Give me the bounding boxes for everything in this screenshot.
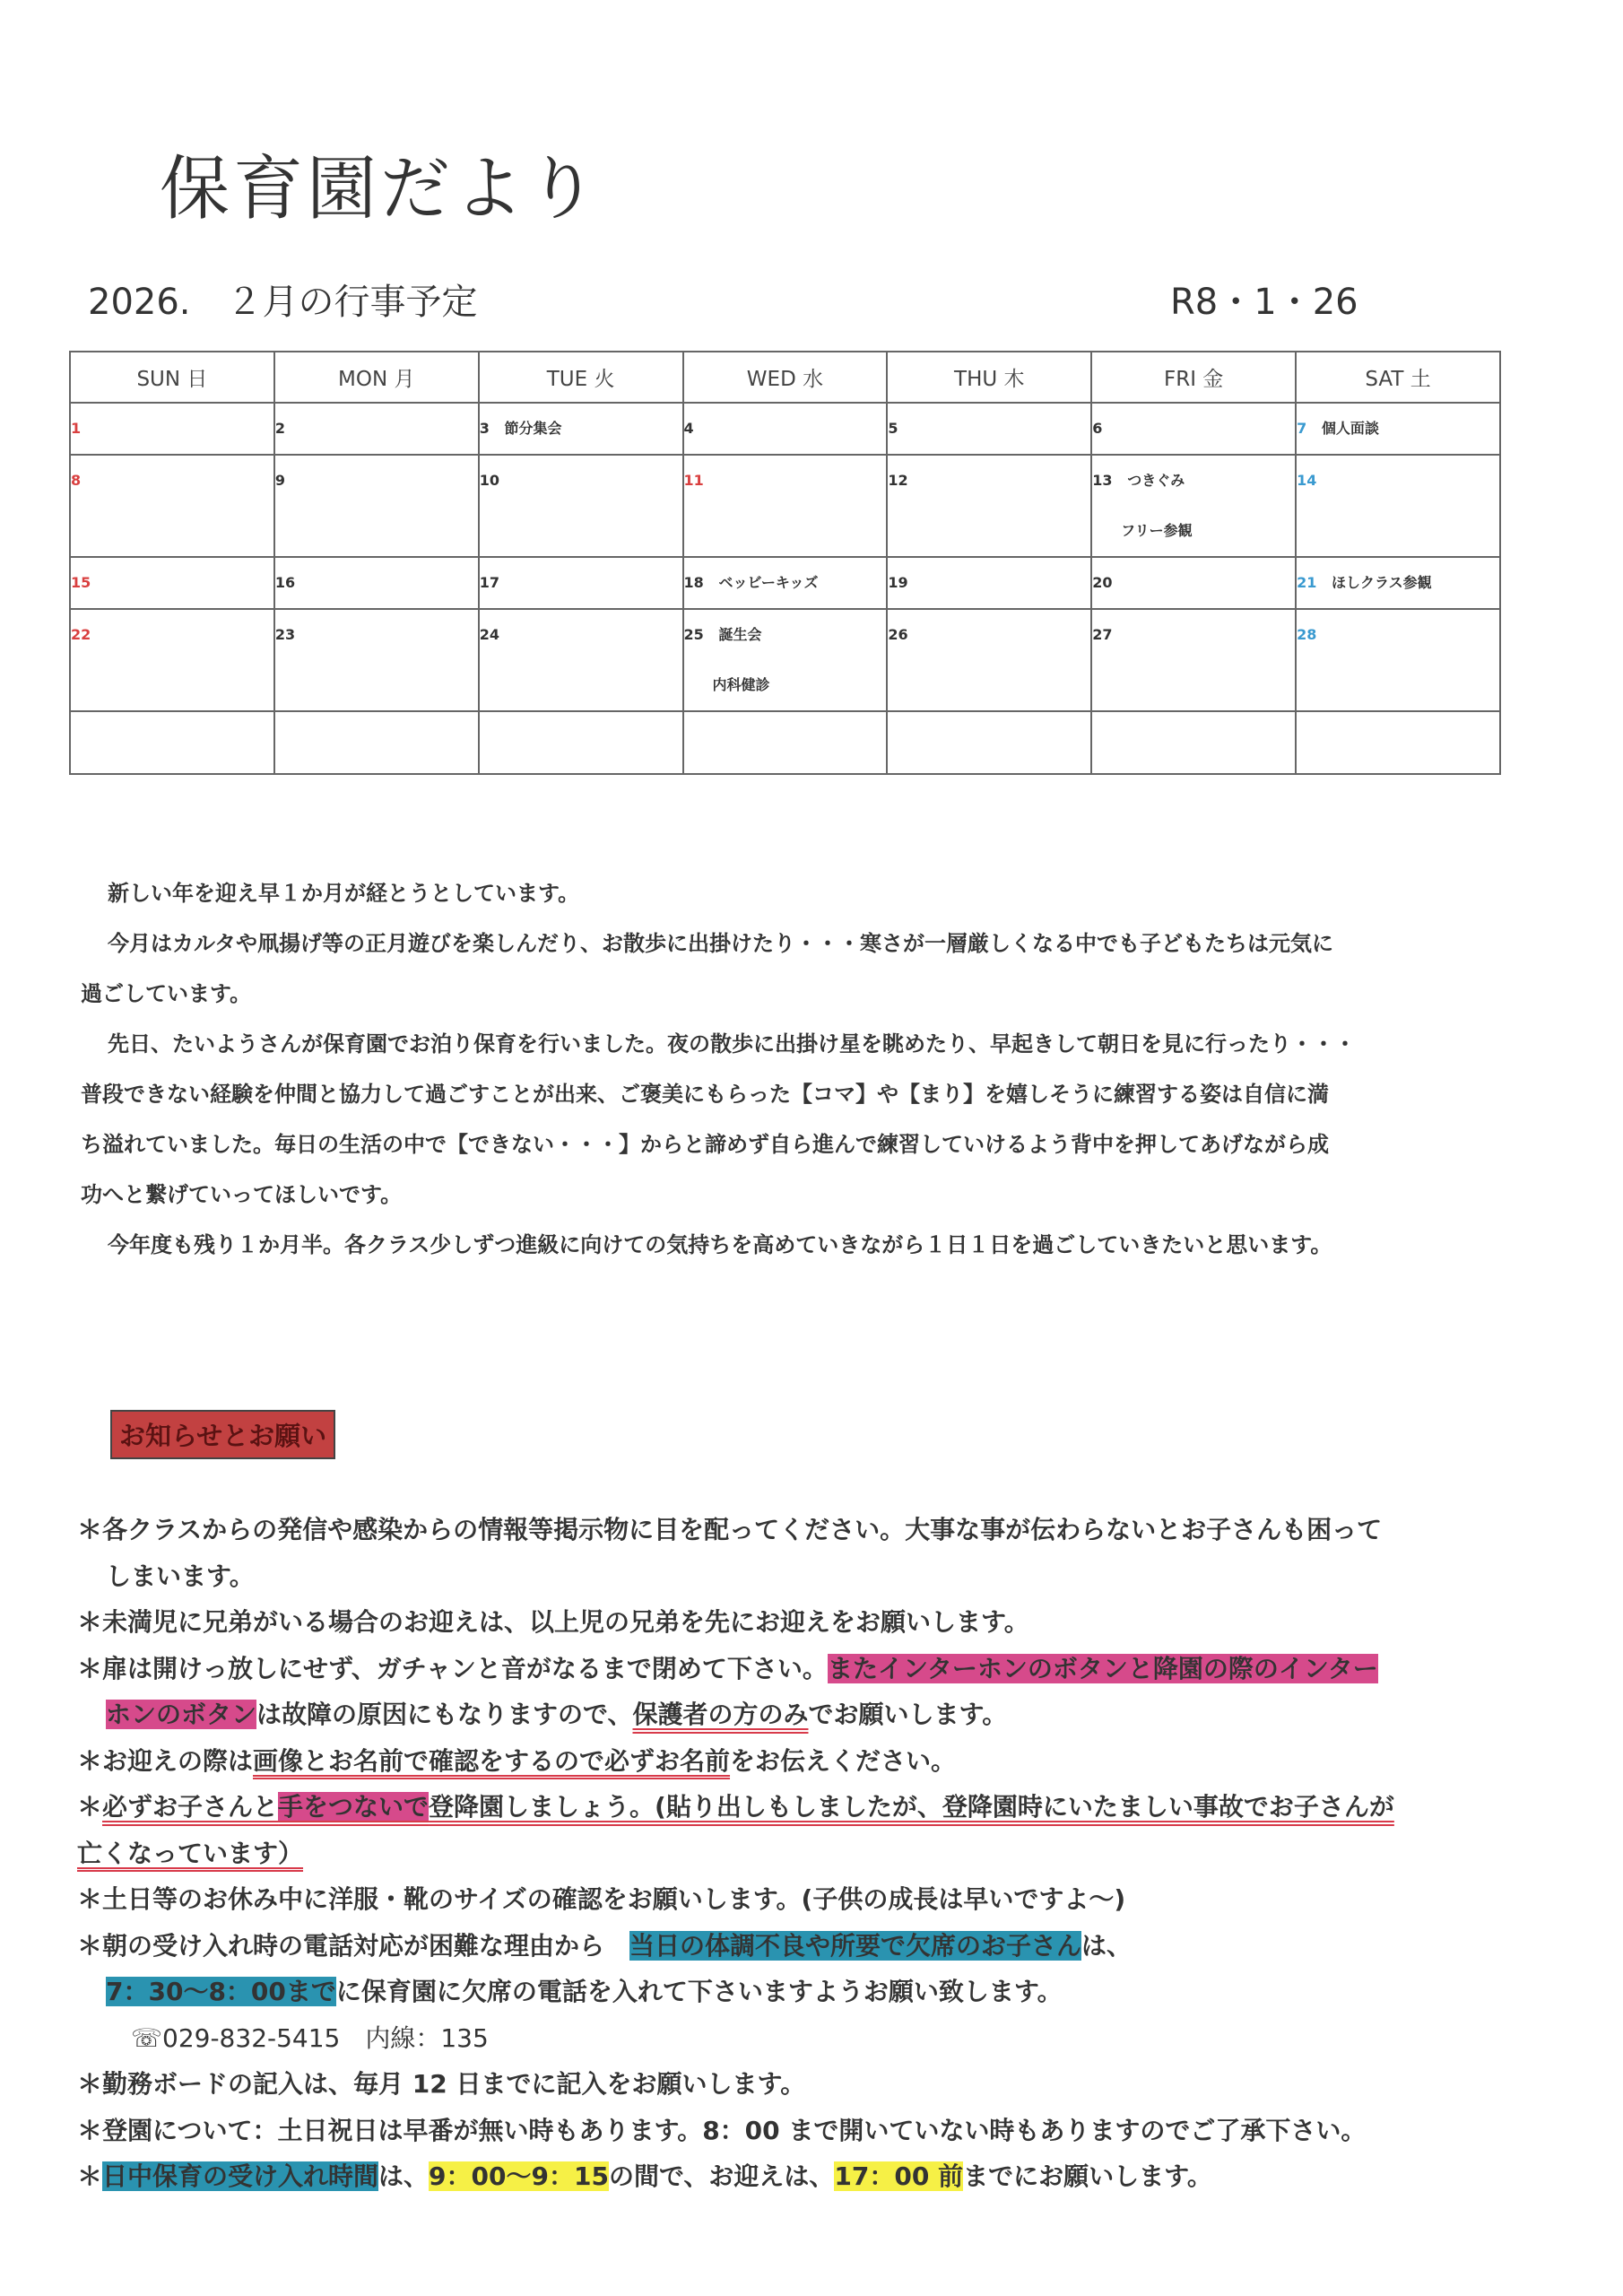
event-calendar [69, 351, 1501, 775]
notice-list [77, 1507, 1530, 2200]
day-number: 21 [1297, 574, 1317, 591]
day-header-mon: MON 月 [274, 352, 479, 403]
day-number: 20 [1092, 574, 1113, 591]
notice-item: ＊登園について：土日祝日は早番が無い時もあります。8：00 まで開いていない時もありますのでご了承下さい。 [77, 2115, 1367, 2145]
day-event: ほしクラス参観 [1332, 574, 1432, 591]
day-event: ベッビーキッズ [718, 574, 819, 591]
day-line [888, 404, 1090, 454]
day-header-sat: SAT 土 [1296, 352, 1500, 403]
notice-item: ＊扉は開けっ放しにせず、ガチャンと音がなるまで閉めて下さい。またインターホンのボタンと降園の際のインター [77, 1653, 1378, 1683]
day-line [888, 456, 1090, 506]
calendar-empty-cell [70, 711, 274, 774]
day-line [480, 558, 682, 608]
day-event-secondary: フリー参観 [1121, 522, 1193, 539]
day-event: 個人面談 [1321, 420, 1379, 437]
underline-text: 登降園しましょう。(貼り出しもしましたが、登降園時にいたましい事故でお子さんが [429, 1792, 1394, 1822]
message-line: 過ごしています。 [81, 981, 252, 1006]
day-line [480, 456, 682, 506]
notice-item: ＊未満児に兄弟がいる場合のお迎えは、以上児の兄弟を先にお迎えをお願いします。 [77, 1607, 1029, 1637]
day-number: 10 [479, 472, 499, 489]
day-number: 28 [1297, 626, 1317, 643]
day-number: 26 [888, 626, 908, 643]
calendar-day-cell [1091, 455, 1296, 557]
notice-item: ＊必ずお子さんと手をつないで登降園しましょう。(貼り出しもしましたが、登降園時にいたましい事故でお子さんが [77, 1792, 1394, 1822]
day-number: 15 [71, 574, 91, 591]
notice-item: ＊お迎えの際は画像とお名前で確認をするので必ずお名前をお伝えください。 [77, 1745, 957, 1776]
day-line [71, 558, 273, 608]
highlight-teal: 当日の体調不良や所要で欠席のお子さん [629, 1930, 1082, 1961]
calendar-day-cell [887, 557, 1091, 609]
highlight-yellow: 17：00 前 [834, 2161, 964, 2191]
calendar-day-cell [1091, 609, 1296, 711]
day-line [275, 456, 478, 506]
highlight-pink: 手をつないで [278, 1792, 430, 1822]
calendar-day-cell [887, 455, 1091, 557]
calendar-day-cell [70, 455, 274, 557]
calendar-empty-cell [683, 711, 888, 774]
calendar-day-cell [683, 609, 888, 711]
day-number: 14 [1297, 472, 1317, 489]
day-line [480, 404, 682, 454]
calendar-day-cell [70, 403, 274, 455]
day-number: 13 [1092, 472, 1113, 489]
calendar-day-cell [1296, 557, 1500, 609]
calendar-day-cell [1296, 403, 1500, 455]
day-line [71, 456, 273, 506]
day-number: 1 [71, 420, 82, 437]
day-number: 16 [274, 574, 296, 591]
day-number: 6 [1092, 420, 1103, 437]
calendar-day-cell [274, 557, 479, 609]
calendar-day-cell [479, 557, 683, 609]
day-event-secondary: 内科健診 [712, 676, 770, 693]
notice-item: ＊各クラスからの発信や感染からの情報等掲示物に目を配ってください。大事な事が伝わらないとお子さんも困って [77, 1515, 1383, 1544]
notice-item-cont: ホンのボタンは故障の原因にもなりますので、保護者の方のみでお願いします。 [106, 1700, 1008, 1729]
highlight-teal: 日中保育の受け入れ時間 [102, 2161, 379, 2191]
highlight-teal: 7：30～8：00まで [106, 1977, 336, 2006]
day-header-sun: SUN 日 [70, 352, 274, 403]
day-number: 4 [683, 420, 694, 437]
calendar-empty-cell [274, 711, 479, 774]
calendar-empty-cell [479, 711, 683, 774]
message-line: 新しい年を迎え早１か月が経とうとしています。 [108, 881, 580, 906]
calendar-day-cell [1091, 557, 1296, 609]
day-line [1092, 610, 1295, 660]
underline-text: 亡くなっています） [77, 1838, 304, 1868]
day-line [275, 610, 478, 660]
notice-heading: お知らせとお願い [110, 1410, 335, 1459]
underline-text: 必ずお子さんと [102, 1792, 279, 1822]
calendar-day-cell [70, 557, 274, 609]
message-line: 功へと繋げていってほしいです。 [81, 1182, 403, 1207]
calendar-day-cell [1091, 403, 1296, 455]
calendar-day-cell [1296, 609, 1500, 711]
day-line [1092, 558, 1295, 608]
day-number: 24 [479, 626, 499, 643]
calendar-header-row [70, 352, 1500, 403]
highlight-yellow: 9：00～9：15 [429, 2161, 609, 2191]
day-line [71, 404, 273, 454]
message-line: 今月はカルタや凧揚げ等の正月遊びを楽しんだり、お散歩に出掛けたり・・・寒さが一層厳しくなる中でも子どもたちは元気に [108, 931, 1334, 956]
day-number: 12 [888, 472, 908, 489]
calendar-week-row [70, 557, 1500, 609]
notice-item: ＊土日等のお休み中に洋服・靴のサイズの確認をお願いします。(子供の成長は早いですよ～) [77, 1884, 1126, 1914]
day-event: 誕生会 [718, 626, 762, 643]
message-line: 普段できない経験を仲間と協力して過ごすことが出来、ご褒美にもらった【コマ】や【まり】を嬉しそうに練習する姿は自信に満 [81, 1082, 1329, 1107]
notice-item: ＊勤務ボードの記入は、毎月 12 日までに記入をお願いします。 [77, 2069, 806, 2099]
calendar-day-cell [683, 403, 888, 455]
calendar-week-row-empty [70, 711, 1500, 774]
calendar-day-cell [479, 403, 683, 455]
day-number: 7 [1297, 420, 1307, 437]
day-number: 22 [71, 626, 91, 643]
day-line [1297, 610, 1499, 660]
calendar-week-row [70, 609, 1500, 711]
day-header-fri: FRI 金 [1091, 352, 1296, 403]
message-line: 先日、たいようさんが保育園でお泊り保育を行いました。夜の散歩に出掛け星を眺めたり、早起きして朝日を見に行ったり・・・ [108, 1031, 1356, 1057]
day-line [888, 610, 1090, 660]
day-line [1297, 404, 1499, 454]
day-line [684, 456, 887, 506]
day-line [480, 610, 682, 660]
highlight-pink: またインターホンのボタンと降園の際のインター [827, 1653, 1378, 1683]
day-line [1297, 558, 1499, 608]
notice-item: ＊朝の受け入れ時の電話対応が困難な理由から 当日の体調不良や所要で欠席のお子さんは、 [77, 1930, 1133, 1961]
calendar-week-row [70, 403, 1500, 455]
notice-item-cont: しまいます。 [106, 1561, 255, 1591]
notice-item-cont [77, 1831, 1530, 1877]
day-line [888, 558, 1090, 608]
highlight-pink: ホンのボタン [106, 1700, 257, 1729]
day-line [684, 404, 887, 454]
calendar-day-cell [70, 609, 274, 711]
monthly-message [81, 868, 1533, 1270]
calendar-day-cell [887, 609, 1091, 711]
calendar-day-cell [683, 557, 888, 609]
message-line: 今年度も残り１か月半。各クラス少しずつ進級に向けての気持ちを高めていきながら１日１日を過ごしていきたいと思います。 [108, 1232, 1332, 1257]
day-line [1297, 456, 1499, 506]
day-line [275, 558, 478, 608]
calendar-empty-cell [887, 711, 1091, 774]
calendar-day-cell [683, 455, 888, 557]
day-number: 3 [479, 420, 490, 437]
day-number: 5 [888, 420, 898, 437]
day-number: 25 [683, 626, 704, 643]
day-event: つきぐみ [1127, 472, 1185, 489]
day-number: 27 [1092, 626, 1113, 643]
calendar-empty-cell [1091, 711, 1296, 774]
day-line [1092, 456, 1295, 506]
day-number: 11 [683, 472, 704, 489]
calendar-day-cell [1296, 455, 1500, 557]
day-header-tue: TUE 火 [479, 352, 683, 403]
day-line [71, 610, 273, 660]
page-title: 保育園だより [160, 149, 602, 230]
notice-item: ＊日中保育の受け入れ時間は、9：00～9：15の間で、お迎えは、17：00 前までにお願いします。 [77, 2161, 1212, 2191]
message-line: ち溢れていました。毎日の生活の中で【できない・・・】からと諦めず自ら進んで練習していけるよう背中を押してあげながら成 [81, 1132, 1329, 1157]
day-line [684, 558, 887, 608]
calendar-day-cell [479, 609, 683, 711]
day-number: 19 [888, 574, 908, 591]
calendar-day-cell [887, 403, 1091, 455]
day-line [684, 610, 887, 660]
underline-text: 画像とお名前で確認をするので必ずお名前 [253, 1745, 731, 1776]
calendar-day-cell [479, 455, 683, 557]
day-header-wed: WED 水 [683, 352, 888, 403]
day-line [1092, 404, 1295, 454]
day-number: 8 [71, 472, 82, 489]
calendar-day-cell [274, 403, 479, 455]
day-number: 18 [683, 574, 704, 591]
day-number: 2 [274, 420, 285, 437]
day-number: 17 [479, 574, 499, 591]
calendar-week-row [70, 455, 1500, 557]
schedule-subtitle: 2026. ２月の行事予定 [88, 282, 478, 323]
day-header-thu: THU 木 [887, 352, 1091, 403]
calendar-day-cell [274, 609, 479, 711]
underline-text: 保護者の方のみ [632, 1700, 809, 1729]
calendar-day-cell [274, 455, 479, 557]
day-number: 9 [274, 472, 285, 489]
day-line [275, 404, 478, 454]
day-number: 23 [274, 626, 296, 643]
calendar-empty-cell [1296, 711, 1500, 774]
notice-item-cont: 7：30～8：00までに保育園に欠席の電話を入れて下さいますようお願い致します。 [106, 1977, 1063, 2006]
phone-number: ☏029-832-5415 内線：135 [131, 2022, 489, 2053]
day-event: 節分集会 [504, 420, 562, 437]
issue-date: R8・1・26 [1170, 282, 1358, 323]
